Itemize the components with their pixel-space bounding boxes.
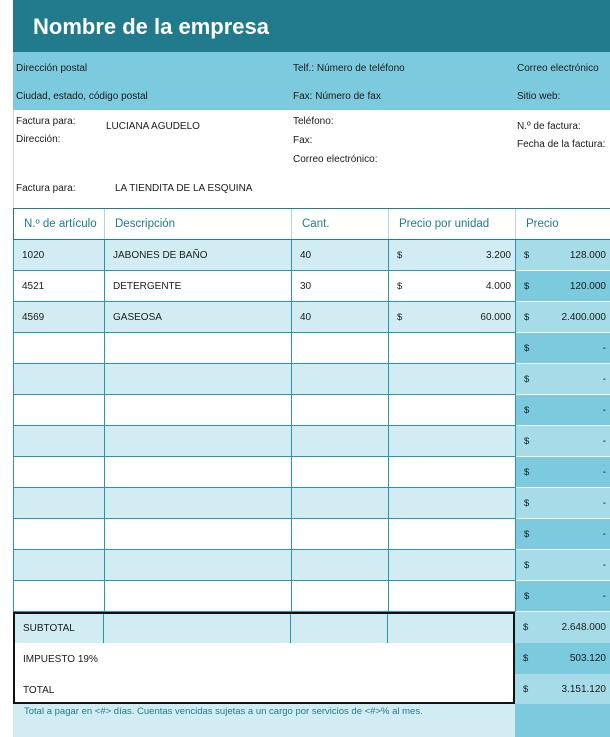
table-row: [14, 550, 610, 581]
item-number-cell[interactable]: [14, 519, 105, 550]
currency-symbol: $: [523, 684, 529, 695]
tax-label: IMPUESTO 19%: [23, 654, 98, 665]
quantity-cell[interactable]: [292, 395, 389, 426]
total-cell[interactable]: [515, 674, 610, 705]
description-cell[interactable]: [105, 581, 292, 612]
item-number-cell[interactable]: [14, 581, 105, 612]
currency-symbol: $: [524, 560, 530, 571]
totals-block: [13, 612, 610, 704]
price-value: 2.400.000: [561, 312, 606, 323]
item-number-cell[interactable]: [14, 426, 105, 457]
table-row: [14, 581, 610, 612]
quantity-cell[interactable]: 30: [292, 271, 389, 302]
table-row: [14, 426, 610, 457]
currency-symbol: $: [524, 436, 530, 447]
price-cell[interactable]: [516, 333, 610, 364]
item-number-cell[interactable]: [14, 333, 105, 364]
currency-symbol: $: [524, 498, 530, 509]
subtotal-empty-cell[interactable]: [104, 612, 291, 643]
price-value: 128.000: [569, 250, 606, 261]
item-number-cell[interactable]: 4521: [14, 271, 105, 302]
unit-price-cell[interactable]: [389, 395, 516, 426]
title-bar: [13, 0, 610, 52]
subtotal-cell[interactable]: [515, 612, 610, 643]
price-cell[interactable]: [516, 488, 610, 519]
currency-symbol: $: [524, 467, 530, 478]
phone-number[interactable]: Telf.: Número de teléfono: [293, 63, 405, 74]
unit-price-cell[interactable]: [389, 519, 516, 550]
subtotal-value: 2.648.000: [561, 622, 606, 633]
currency-symbol: $: [523, 653, 529, 664]
subtotal-empty-cell[interactable]: [388, 612, 515, 643]
company-name[interactable]: Nombre de la empresa: [33, 14, 269, 39]
currency-symbol: $: [524, 281, 530, 292]
bill-to-label: Factura para:: [16, 116, 76, 127]
bill-to-email-label: Correo electrónico:: [293, 154, 378, 165]
price-cell[interactable]: [516, 426, 610, 457]
table-header-row: [14, 209, 610, 240]
description-cell[interactable]: [105, 426, 292, 457]
currency-symbol: $: [524, 405, 530, 416]
tax-row: [13, 643, 610, 674]
table-row: [14, 519, 610, 550]
payment-terms-note[interactable]: Total a pagar en <#> días. Cuentas vencidas sujetas a un cargo por servicios de <#>% al mes.: [24, 706, 423, 717]
quantity-cell[interactable]: [292, 581, 389, 612]
price-cell[interactable]: [516, 550, 610, 581]
website[interactable]: Sitio web:: [517, 91, 561, 102]
description-cell[interactable]: JABONES DE BAÑO: [105, 240, 292, 271]
postal-address[interactable]: Dirección postal: [16, 63, 88, 74]
quantity-cell[interactable]: 40: [292, 302, 389, 333]
item-number-cell[interactable]: 1020: [14, 240, 105, 271]
item-number-cell[interactable]: [14, 364, 105, 395]
unit-price-cell[interactable]: [389, 550, 516, 581]
quantity-cell[interactable]: [292, 426, 389, 457]
unit-price-cell[interactable]: [389, 426, 516, 457]
unit-price-cell[interactable]: [389, 581, 516, 612]
item-number-cell[interactable]: [14, 488, 105, 519]
price-cell[interactable]: [516, 519, 610, 550]
price-value: -: [602, 405, 606, 416]
total-value: 3.151.120: [561, 684, 606, 695]
table-row: [14, 364, 610, 395]
description-cell[interactable]: GASEOSA: [105, 302, 292, 333]
unit-price-cell[interactable]: [389, 333, 516, 364]
table-row: [14, 488, 610, 519]
total-label-cell[interactable]: [13, 674, 515, 705]
tax-cell[interactable]: [515, 643, 610, 674]
item-number-cell[interactable]: [14, 457, 105, 488]
description-cell[interactable]: [105, 395, 292, 426]
address-band: [13, 52, 610, 110]
description-cell[interactable]: [105, 550, 292, 581]
description-cell[interactable]: [105, 333, 292, 364]
header-description[interactable]: Descripción: [105, 209, 292, 240]
table-row: [14, 395, 610, 426]
bill-to-fax-label: Fax:: [293, 135, 313, 146]
description-cell[interactable]: [105, 364, 292, 395]
currency-symbol: $: [524, 250, 530, 261]
subtotal-row: [13, 612, 610, 643]
unit-price-cell[interactable]: [389, 240, 516, 271]
price-value: -: [602, 529, 606, 540]
currency-symbol: $: [397, 250, 403, 261]
price-value: -: [602, 374, 606, 385]
bill-to-phone-label: Teléfono:: [293, 116, 334, 127]
invoice-date-label: Fecha de la factura:: [517, 139, 606, 150]
item-number-cell[interactable]: [14, 550, 105, 581]
total-label: TOTAL: [23, 685, 55, 696]
bill-to-address-label: Dirección:: [16, 134, 61, 145]
invoice-number-label: N.º de factura:: [517, 121, 581, 132]
quantity-cell[interactable]: [292, 333, 389, 364]
header-unit-price[interactable]: Precio por unidad: [389, 209, 516, 240]
ship-to-name[interactable]: LA TIENDITA DE LA ESQUINA: [115, 183, 253, 194]
bill-to-name[interactable]: LUCIANA AGUDELO: [106, 121, 200, 132]
price-value: -: [602, 436, 606, 447]
currency-symbol: $: [524, 312, 530, 323]
price-cell[interactable]: [516, 457, 610, 488]
quantity-cell[interactable]: 40: [292, 240, 389, 271]
table-row: [14, 302, 610, 333]
unit-price-value: 3.200: [485, 250, 511, 261]
footer-price-block: [515, 704, 610, 737]
description-cell[interactable]: [105, 488, 292, 519]
quantity-cell[interactable]: [292, 457, 389, 488]
quantity-cell[interactable]: [292, 519, 389, 550]
price-value: -: [602, 591, 606, 602]
subtotal-empty-cell[interactable]: [291, 612, 388, 643]
email[interactable]: Correo electrónico: [517, 63, 599, 74]
subtotal-label: SUBTOTAL: [23, 623, 75, 634]
price-cell[interactable]: [516, 240, 610, 271]
item-number-cell[interactable]: [14, 395, 105, 426]
description-cell[interactable]: [105, 457, 292, 488]
currency-symbol: $: [523, 622, 529, 633]
unit-price-value: 4.000: [485, 281, 511, 292]
currency-symbol: $: [397, 312, 403, 323]
description-cell[interactable]: [105, 519, 292, 550]
table-row: [14, 333, 610, 364]
tax-value: 503.120: [569, 653, 606, 664]
quantity-cell[interactable]: [292, 364, 389, 395]
price-cell[interactable]: [516, 271, 610, 302]
unit-price-cell[interactable]: [389, 457, 516, 488]
row-header-strip: [0, 0, 13, 737]
header-quantity[interactable]: Cant.: [292, 209, 389, 240]
quantity-cell[interactable]: [292, 488, 389, 519]
unit-price-cell[interactable]: [389, 488, 516, 519]
header-price[interactable]: Precio: [516, 209, 610, 240]
price-cell[interactable]: [516, 364, 610, 395]
currency-symbol: $: [524, 591, 530, 602]
unit-price-value: 60.000: [480, 312, 511, 323]
price-value: -: [602, 343, 606, 354]
price-cell[interactable]: [516, 395, 610, 426]
currency-symbol: $: [524, 529, 530, 540]
total-row: [13, 674, 610, 705]
items-table: [13, 208, 610, 612]
price-value: -: [602, 498, 606, 509]
currency-symbol: $: [524, 343, 530, 354]
description-cell[interactable]: DETERGENTE: [105, 271, 292, 302]
price-value: -: [602, 467, 606, 478]
table-row: [14, 457, 610, 488]
ship-to-label: Factura para:: [16, 183, 76, 194]
fax-number[interactable]: Fax: Número de fax: [293, 91, 381, 102]
city-state-zip[interactable]: Ciudad, estado, código postal: [16, 91, 148, 102]
currency-symbol: $: [524, 374, 530, 385]
quantity-cell[interactable]: [292, 550, 389, 581]
items-body: [14, 240, 610, 612]
currency-symbol: $: [397, 281, 403, 292]
header-item-number[interactable]: N.º de artículo: [14, 209, 105, 240]
unit-price-cell[interactable]: [389, 271, 516, 302]
table-row: [14, 240, 610, 271]
unit-price-cell[interactable]: [389, 364, 516, 395]
table-row: [14, 271, 610, 302]
price-value: 120.000: [569, 281, 606, 292]
price-cell[interactable]: [516, 581, 610, 612]
item-number-cell[interactable]: 4569: [14, 302, 105, 333]
unit-price-cell[interactable]: [389, 302, 516, 333]
price-cell[interactable]: [516, 302, 610, 333]
price-value: -: [602, 560, 606, 571]
